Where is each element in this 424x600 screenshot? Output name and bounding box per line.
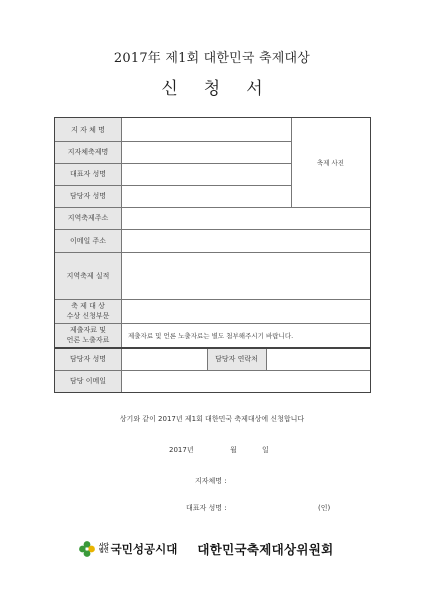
org-prefix <box>99 544 109 555</box>
label-manager-email: 담당 이메일 <box>55 370 121 392</box>
label-submission: 제출자료 및 언론 노출자료 <box>55 323 121 347</box>
footer-logos <box>78 536 333 562</box>
declaration-statement: 상기와 같이 2017년 제1회 대한민국 축제대상에 신청합니다 <box>119 415 305 423</box>
grid-line <box>55 347 370 349</box>
grid-line <box>121 118 122 392</box>
label-achievements: 지역축제 실적 <box>55 252 121 299</box>
application-form-table <box>54 117 371 393</box>
label-representative: 대표자 성명 <box>55 163 121 185</box>
grid-line <box>55 323 370 324</box>
grid-line <box>291 118 292 207</box>
field-jurisdiction[interactable] <box>121 118 291 141</box>
label-festival-name: 지자체축제명 <box>55 141 121 163</box>
field-manager[interactable] <box>121 185 291 207</box>
org-name-committee: 대한민국축제대상위원회 <box>197 542 334 557</box>
field-email[interactable] <box>121 229 370 252</box>
label-manager-name: 담당자 성명 <box>55 347 121 370</box>
date-month: 월 <box>230 446 237 454</box>
grid-line <box>55 299 370 300</box>
jurisdiction-sign-label: 지자체명 : <box>195 477 227 485</box>
org-prefix-top: 사단 <box>99 542 109 549</box>
field-address[interactable] <box>121 207 370 229</box>
date-year: 2017년 <box>169 446 194 454</box>
label-manager-contact: 담당자 연락처 <box>207 347 266 370</box>
grid-line <box>207 347 208 370</box>
field-manager-contact[interactable] <box>266 347 370 370</box>
festival-photo-box[interactable]: 축제 사진 <box>316 159 345 167</box>
field-manager-name[interactable] <box>121 347 207 370</box>
label-award-category: 축 제 대 상 수상 신청부문 <box>55 299 121 323</box>
grid-line <box>55 229 370 230</box>
field-manager-email[interactable] <box>121 370 370 392</box>
field-achievements[interactable] <box>121 252 370 299</box>
page-title: 2017年 제1회 대한민국 축제대상 <box>113 51 311 66</box>
grid-line <box>55 370 370 371</box>
label-manager: 담당자 성명 <box>55 185 121 207</box>
org-name-primary: 국민성공시대 <box>110 542 178 556</box>
grid-line <box>266 347 267 370</box>
date-day: 일 <box>262 446 269 454</box>
grid-line <box>55 141 291 142</box>
grid-line <box>55 252 370 253</box>
grid-line <box>55 163 291 164</box>
field-award-category[interactable] <box>121 299 370 323</box>
representative-sign-label: 대표자 성명 : <box>186 504 227 512</box>
submission-note: 제출자료 및 언론 노출자료는 별도 첨부해주시기 바랍니다. <box>128 331 294 340</box>
label-email: 이메일 주소 <box>55 229 121 252</box>
seal-mark: (인) <box>318 504 331 512</box>
label-address: 지역축제주소 <box>55 207 121 229</box>
grid-line <box>55 185 291 186</box>
org-prefix-bottom: 법인 <box>99 548 109 554</box>
field-representative[interactable] <box>121 163 291 185</box>
grid-line <box>55 207 370 208</box>
clover-logo-icon <box>78 540 96 558</box>
label-jurisdiction: 지 자 체 명 <box>55 118 121 141</box>
form-subtitle: 신청서 <box>161 79 289 99</box>
field-festival-name[interactable] <box>121 141 291 163</box>
